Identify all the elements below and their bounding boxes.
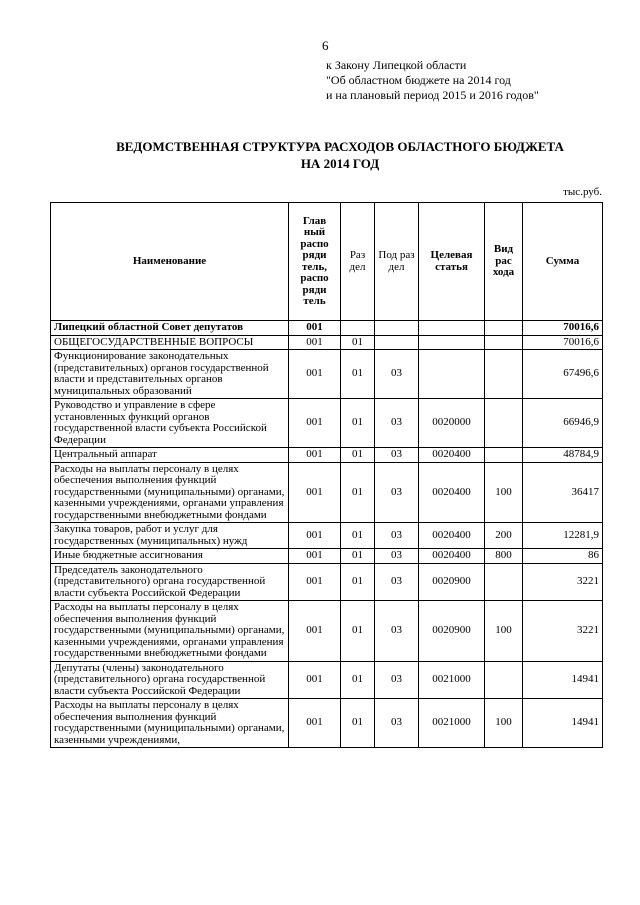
table-header-row: [51, 203, 603, 321]
cell-section: 01: [341, 523, 375, 549]
cell-expense-type: 200: [485, 523, 523, 549]
cell-section: 01: [341, 448, 375, 463]
cell-sum: 12281,9: [523, 523, 603, 549]
cell-target: 0020400: [419, 462, 485, 523]
cell-section: 01: [341, 563, 375, 601]
cell-name: Закупка товаров, работ и услуг для государственных (муниципальных) нужд: [51, 523, 289, 549]
cell-sum: 86: [523, 549, 603, 564]
cell-target: [419, 321, 485, 336]
cell-section: 01: [341, 462, 375, 523]
cell-subsection: 03: [375, 549, 419, 564]
cell-name: Председатель законодательного (представительного) органа государственной власти субъекта Российской Федерации: [51, 563, 289, 601]
cell-target: 0020900: [419, 563, 485, 601]
cell-section: 01: [341, 601, 375, 662]
cell-expense-type: [485, 335, 523, 350]
cell-target: 0020400: [419, 448, 485, 463]
cell-subsection: 03: [375, 601, 419, 662]
cell-target: 0020400: [419, 523, 485, 549]
cell-sum: 3221: [523, 563, 603, 601]
header-admin: Глав ный распо ряди тель, распо ряди тель: [289, 203, 341, 321]
cell-admin: 001: [289, 448, 341, 463]
cell-name: Липецкий областной Совет депутатов: [51, 321, 289, 336]
cell-admin: 001: [289, 549, 341, 564]
cell-name: Расходы на выплаты персоналу в целях обеспечения выполнения функций государственными (муниципальными) органами, казенными учреждениями, органами управления государственными внебюджетными фондами: [51, 601, 289, 662]
units-label: тыс.руб.: [563, 186, 602, 198]
table-row: [51, 448, 603, 463]
cell-admin: 001: [289, 335, 341, 350]
header-name: Наименование: [51, 203, 289, 321]
cell-subsection: 03: [375, 350, 419, 399]
cell-admin: 001: [289, 321, 341, 336]
cell-subsection: 03: [375, 661, 419, 699]
cell-expense-type: [485, 321, 523, 336]
cell-expense-type: [485, 563, 523, 601]
table-row: [51, 321, 603, 336]
cell-target: [419, 335, 485, 350]
title-line: ВЕДОМСТВЕННАЯ СТРУКТУРА РАСХОДОВ ОБЛАСТНОГО БЮДЖЕТА: [116, 139, 564, 154]
cell-sum: 67496,6: [523, 350, 603, 399]
cell-section: 01: [341, 549, 375, 564]
cell-admin: 001: [289, 462, 341, 523]
cell-subsection: 03: [375, 523, 419, 549]
cell-section: 01: [341, 350, 375, 399]
cell-sum: 70016,6: [523, 321, 603, 336]
cell-sum: 70016,6: [523, 335, 603, 350]
cell-subsection: 03: [375, 563, 419, 601]
cell-subsection: [375, 335, 419, 350]
cell-name: ОБЩЕГОСУДАРСТВЕННЫЕ ВОПРОСЫ: [51, 335, 289, 350]
table-body: [51, 321, 603, 748]
cell-sum: 14941: [523, 661, 603, 699]
cell-expense-type: [485, 448, 523, 463]
cell-subsection: 03: [375, 448, 419, 463]
header-section: Раз дел: [341, 203, 375, 321]
header-expense-type: Вид рас хода: [485, 203, 523, 321]
cell-section: 01: [341, 699, 375, 748]
cell-expense-type: 800: [485, 549, 523, 564]
table-row: [51, 399, 603, 448]
cell-admin: 001: [289, 399, 341, 448]
annex-reference: [326, 58, 539, 103]
cell-expense-type: [485, 399, 523, 448]
cell-section: 01: [341, 399, 375, 448]
annex-line: и на плановый период 2015 и 2016 годов": [326, 88, 539, 102]
cell-expense-type: [485, 350, 523, 399]
cell-subsection: 03: [375, 462, 419, 523]
cell-name: Центральный аппарат: [51, 448, 289, 463]
cell-admin: 001: [289, 350, 341, 399]
cell-name: Расходы на выплаты персоналу в целях обеспечения выполнения функций государственными (муниципальными) органами, казенными учреждениями, органами управления государственными внебюджетными фондами: [51, 462, 289, 523]
cell-name: Депутаты (члены) законодательного (представительного) органа государственной власти субъекта Российской Федерации: [51, 661, 289, 699]
cell-expense-type: 100: [485, 462, 523, 523]
annex-line: к Закону Липецкой области: [326, 58, 467, 72]
cell-name: Руководство и управление в сфере установленных функций органов государственной власти субъекта Российской Федерации: [51, 399, 289, 448]
cell-section: 01: [341, 335, 375, 350]
table-row: [51, 699, 603, 748]
cell-sum: 36417: [523, 462, 603, 523]
table-row: [51, 661, 603, 699]
cell-expense-type: 100: [485, 699, 523, 748]
table-row: [51, 523, 603, 549]
title-line: НА 2014 ГОД: [300, 156, 380, 171]
cell-name: Расходы на выплаты персоналу в целях обеспечения выполнения функций государственными (муниципальными) органами, казенными учреждениями,: [51, 699, 289, 748]
budget-table: [50, 202, 603, 748]
cell-sum: 3221: [523, 601, 603, 662]
cell-name: Функционирование законодательных (представительных) органов государственной власти и представительных органов муниципальных образований: [51, 350, 289, 399]
cell-sum: 48784,9: [523, 448, 603, 463]
cell-name: Иные бюджетные ассигнования: [51, 549, 289, 564]
table-row: [51, 563, 603, 601]
cell-admin: 001: [289, 661, 341, 699]
cell-sum: 66946,9: [523, 399, 603, 448]
cell-subsection: [375, 321, 419, 336]
document-title: [40, 138, 640, 172]
table-row: [51, 350, 603, 399]
table-row: [51, 549, 603, 564]
cell-admin: 001: [289, 523, 341, 549]
page-number: 6: [322, 38, 329, 53]
cell-target: 0020900: [419, 601, 485, 662]
cell-admin: 001: [289, 699, 341, 748]
cell-subsection: 03: [375, 399, 419, 448]
cell-section: 01: [341, 661, 375, 699]
cell-expense-type: [485, 661, 523, 699]
cell-subsection: 03: [375, 699, 419, 748]
cell-section: [341, 321, 375, 336]
cell-expense-type: 100: [485, 601, 523, 662]
cell-sum: 14941: [523, 699, 603, 748]
cell-target: 0021000: [419, 699, 485, 748]
header-subsection: Под раз дел: [375, 203, 419, 321]
table-row: [51, 335, 603, 350]
cell-admin: 001: [289, 563, 341, 601]
cell-target: 0020400: [419, 549, 485, 564]
cell-target: [419, 350, 485, 399]
annex-line: "Об областном бюджете на 2014 год: [326, 73, 511, 87]
cell-target: 0021000: [419, 661, 485, 699]
header-target: Целевая статья: [419, 203, 485, 321]
cell-target: 0020000: [419, 399, 485, 448]
table-row: [51, 462, 603, 523]
cell-admin: 001: [289, 601, 341, 662]
table-row: [51, 601, 603, 662]
header-sum: Сумма: [523, 203, 603, 321]
